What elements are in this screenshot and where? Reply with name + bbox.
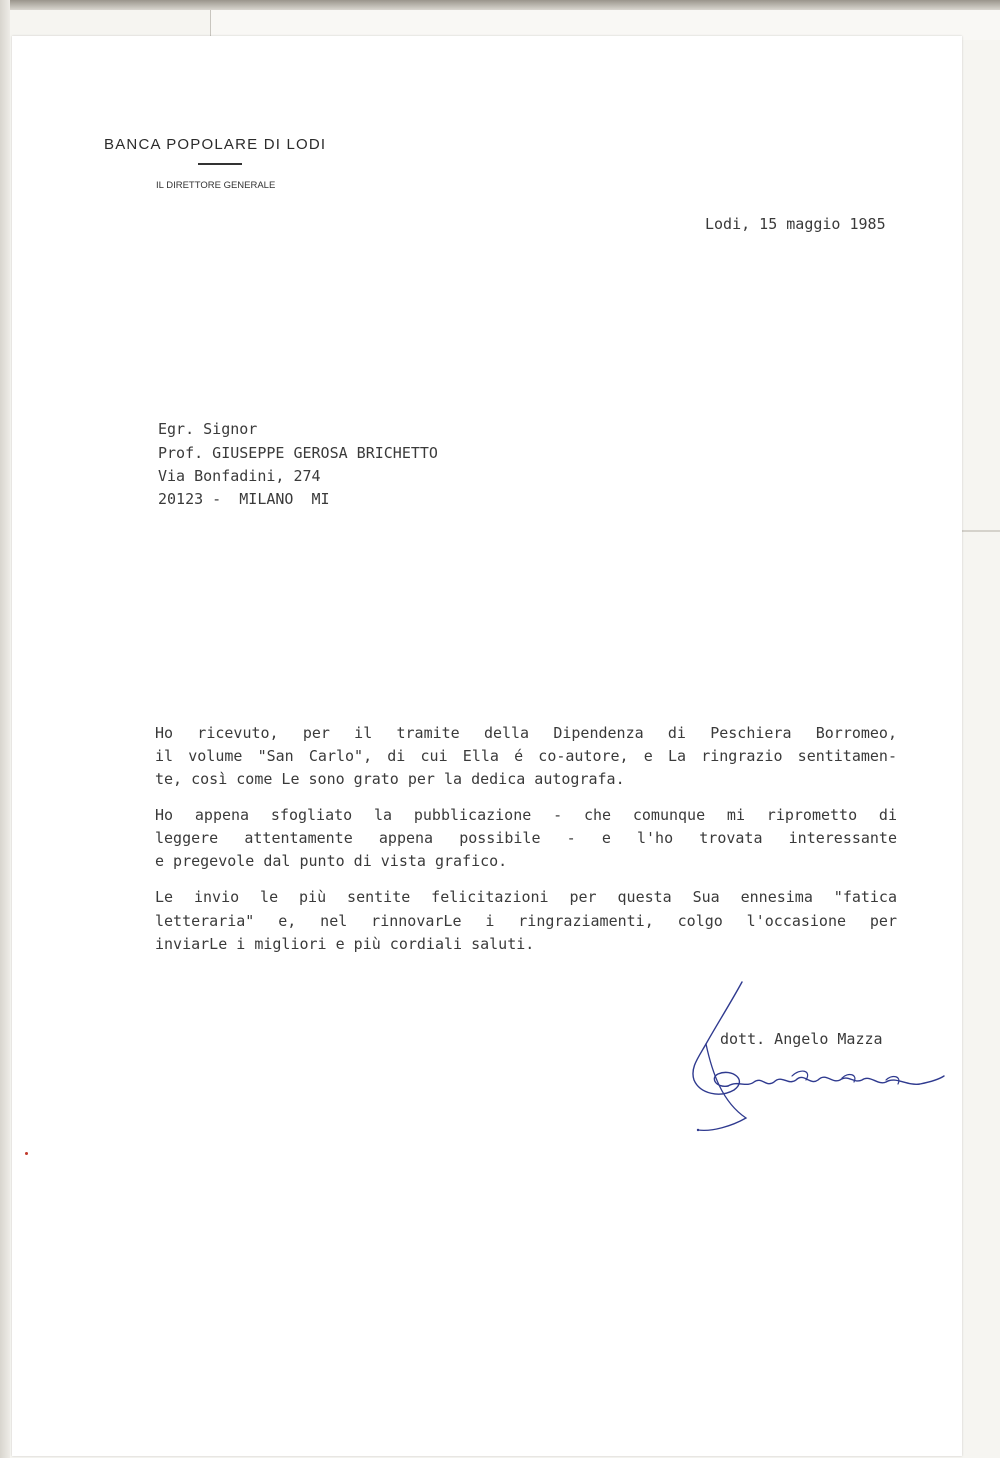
scan-top-edge bbox=[0, 0, 1000, 10]
body-line: leggere attentamente appena possibile - e l'ho trovata interessante bbox=[155, 829, 897, 847]
paper-speck bbox=[25, 1152, 28, 1155]
letterhead-bank-name: BANCA POPOLARE DI LODI bbox=[104, 136, 327, 153]
letterhead-role: IL DIRETTORE GENERALE bbox=[156, 180, 276, 191]
body-line: letteraria" e, nel rinnovarLe i ringraziamenti, colgo l'occasione per bbox=[155, 912, 897, 930]
scan-left-edge bbox=[0, 0, 10, 1458]
recipient-city: 20123 - MILANO MI bbox=[158, 490, 330, 508]
body-line: Le invio le più sentite felicitazioni per questa Sua ennesima "fatica bbox=[155, 888, 897, 906]
recipient-name: Prof. GIUSEPPE GEROSA BRICHETTO bbox=[158, 444, 438, 462]
body-line: te, così come Le sono grato per la dedica autografa. bbox=[155, 770, 625, 788]
body-line: il volume "San Carlo", di cui Ella é co-autore, e La ringrazio sentitamen- bbox=[155, 747, 897, 765]
under-sheet-edge bbox=[962, 530, 1000, 532]
body-line: Ho appena sfogliato la pubblicazione - che comunque mi riprometto di bbox=[155, 806, 897, 824]
recipient-street: Via Bonfadini, 274 bbox=[158, 467, 321, 485]
handwritten-signature bbox=[672, 976, 952, 1136]
recipient-salutation: Egr. Signor bbox=[158, 420, 258, 438]
letterhead-rule bbox=[198, 163, 242, 165]
letter-page bbox=[12, 36, 962, 1456]
body-line: inviarLe i migliori e più cordiali saluti. bbox=[155, 935, 535, 953]
date-line: Lodi, 15 maggio 1985 bbox=[705, 215, 886, 233]
body-line: Ho ricevuto, per il tramite della Dipendenza di Peschiera Borromeo, bbox=[155, 724, 897, 742]
signatory-name: dott. Angelo Mazza bbox=[720, 1030, 883, 1048]
body-line: e pregevole dal punto di vista grafico. bbox=[155, 852, 508, 870]
